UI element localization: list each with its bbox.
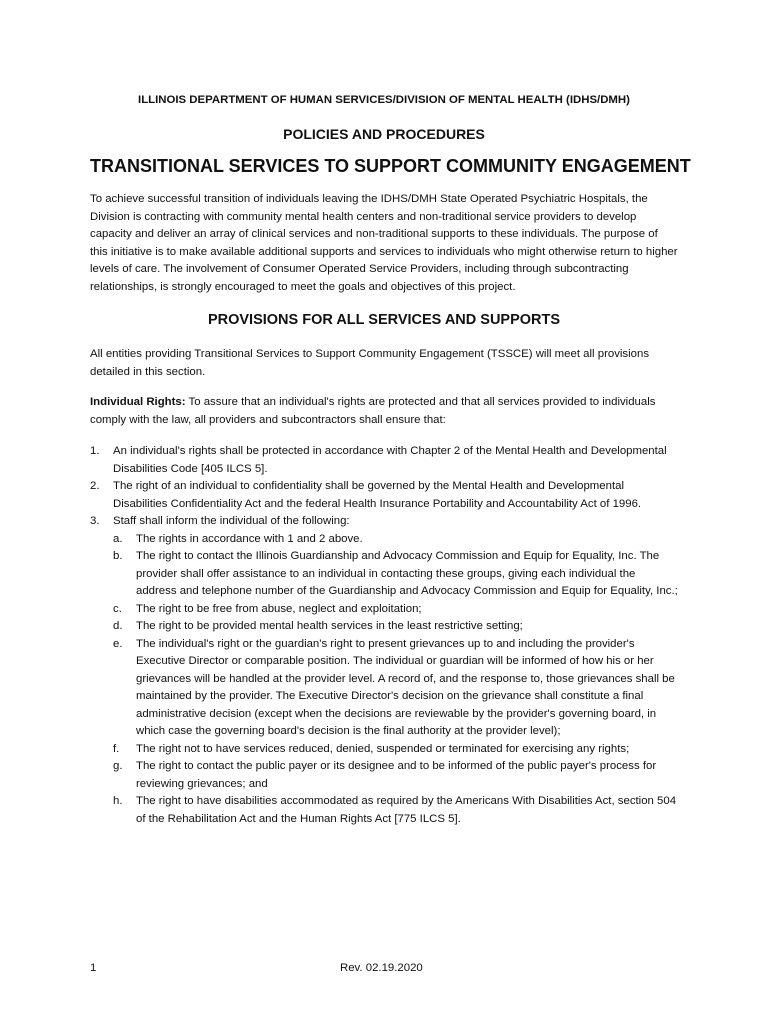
list-item-text: Staff shall inform the individual of the following: bbox=[113, 515, 350, 527]
sublist-item-text: The right to be provided mental health services in the least restrictive setting; bbox=[136, 620, 523, 632]
sublist-letter: b. bbox=[113, 550, 123, 562]
page-title: TRANSITIONAL SERVICES TO SUPPORT COMMUNITY ENGAGEMENT bbox=[90, 156, 691, 176]
list-item-3 bbox=[90, 513, 678, 828]
sublist-letter: h. bbox=[113, 795, 123, 807]
department-heading: ILLINOIS DEPARTMENT OF HUMAN SERVICES/DIVISION OF MENTAL HEALTH (IDHS/DMH) bbox=[138, 94, 630, 106]
rights-list bbox=[90, 443, 678, 828]
sublist-item-text: The right to have disabilities accommodated as required by the Americans With Disabilities Act, section 504 of the Rehabilitation Act and the Human Rights Act [775 ILCS 5]. bbox=[136, 795, 677, 825]
sublist-item-a bbox=[113, 531, 678, 549]
list-item-1 bbox=[90, 443, 678, 478]
sublist-letter: e. bbox=[113, 637, 123, 650]
page-number: 1 bbox=[90, 962, 97, 974]
sublist-item-d bbox=[113, 618, 678, 636]
sublist-item-text: The right to contact the Illinois Guardianship and Advocacy Commission and Equip for Equality, Inc. The provider shall offer assistance to an individual in contacting these groups, giving each individual the address and telephone number of the Guardianship and Advocacy Commission and Equip for Equality, Inc.; bbox=[136, 550, 678, 597]
list-item-2 bbox=[90, 478, 678, 513]
list-number: 1. bbox=[90, 445, 100, 457]
revision-date: Rev. 02.19.2020 bbox=[340, 962, 423, 974]
list-item-text: An individual's rights shall be protected in accordance with Chapter 2 of the Mental Health and Developmental Disabilities Code [405 ILCS 5]. bbox=[113, 445, 667, 475]
individual-rights-text: To assure that an individual's rights are protected and that all services provided to individuals comply with the law, all providers and subcontractors shall ensure that: bbox=[90, 396, 656, 426]
sublist-letter: g. bbox=[113, 760, 123, 772]
individual-rights-label: Individual Rights: bbox=[90, 396, 186, 408]
sublist-item-h bbox=[113, 793, 678, 828]
list-number: 3. bbox=[90, 515, 100, 527]
sublist-item-text: The right to be free from abuse, neglect and exploitation; bbox=[136, 602, 422, 615]
policies-heading: POLICIES AND PROCEDURES bbox=[283, 126, 485, 142]
staff-inform-sublist bbox=[113, 531, 678, 829]
sublist-item-c bbox=[113, 601, 678, 619]
sublist-item-g bbox=[113, 758, 678, 793]
sublist-item-b bbox=[113, 548, 678, 601]
sublist-item-f bbox=[113, 741, 678, 759]
provisions-paragraph: All entities providing Transitional Services to Support Community Engagement (TSSCE) will meet all provisions detailed in this section. bbox=[90, 348, 650, 378]
sublist-letter: d. bbox=[113, 620, 123, 632]
list-number: 2. bbox=[90, 480, 100, 492]
sublist-item-e bbox=[113, 636, 678, 741]
sublist-letter: f. bbox=[113, 742, 120, 755]
sublist-item-text: The individual's right or the guardian's right to present grievances up to and including the provider's Executive Director or comparable position. The individual or guardian will be informed of how his or her grievances will be handled at the provider level. A record of, and the response to, those grievances shall be maintained by the provider. The Executive Director's decision on the grievance shall constitute a final administrative decision (except when the decisions are reviewable by the provider's governing board, in which case the governing board's decision is the final authority at the provider level); bbox=[136, 637, 675, 737]
intro-paragraph: To achieve successful transition of individuals leaving the IDHS/DMH State Operated Psychiatric Hospitals, the Division is contracting with community mental health centers and non-traditional service providers to develop capacity and deliver an array of clinical services and non-traditional supports to these individuals. The purpose of this initiative is to make available additional supports and services to individuals who might otherwise return to higher levels of care. The involvement of Consumer Operated Service Providers, including through subcontracting relationships, is strongly encouraged to meet the goals and objectives of this project. bbox=[90, 193, 678, 293]
sublist-letter: c. bbox=[113, 602, 122, 615]
individual-rights-paragraph bbox=[90, 394, 678, 429]
list-item-text: The right of an individual to confidentiality shall be governed by the Mental Health and Developmental Disabilities Confidentiality Act and the federal Health Insurance Portability and Accountability Act of 1996. bbox=[113, 480, 642, 510]
sublist-item-text: The right not to have services reduced, denied, suspended or terminated for exercising any rights; bbox=[136, 742, 630, 755]
sublist-item-text: The rights in accordance with 1 and 2 above. bbox=[136, 532, 363, 545]
provisions-heading: PROVISIONS FOR ALL SERVICES AND SUPPORTS bbox=[207, 312, 561, 328]
sublist-letter: a. bbox=[113, 532, 123, 545]
sublist-item-text: The right to contact the public payer or its designee and to be informed of the public payer's process for reviewing grievances; and bbox=[136, 760, 657, 790]
